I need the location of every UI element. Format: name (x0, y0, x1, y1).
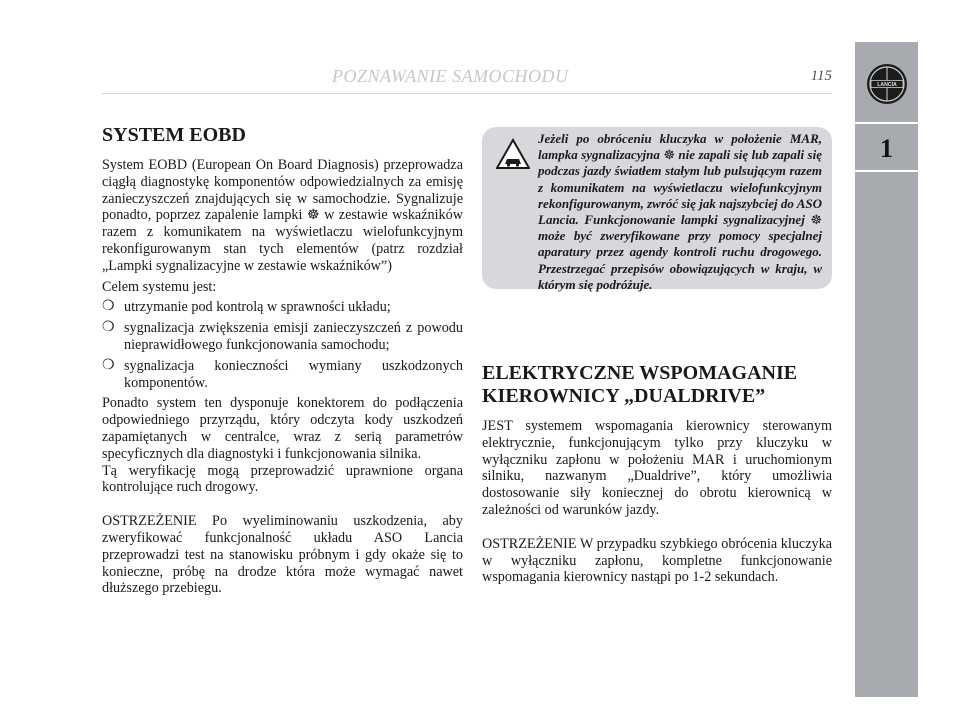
logo-text: LANCIA (877, 82, 897, 89)
bullet-icon: ❍ (102, 320, 115, 336)
engine-warning-lamp-icon: ☸ (663, 147, 675, 163)
dualdrive-warning-paragraph: OSTRZEŻENIE W przypadku szybkiego obrócenia kluczyka w wyłączniku zapłonu, kompletne funkcjonowanie wspomagania kierownicy nastąpi po 1-2 sekundach. (482, 535, 832, 586)
eobd-paragraph-1: System EOBD (European On Board Diagnosis) przeprowadza ciągłą diagnostykę komponentów odpowiedzialnych za emisję zanieczyszczeń znajdujących się w samochodzie. Sygnalizuje ponadto, poprzez zapalenie lampki ☸ w zestawie wskaźników razem z komunikatem na wyświetlaczu wielofunkcyjnym rekonfigurowanym stan tych elementów (patrz rozdział „Lampki sygnalizacyjne w zestawie wskaźników”) (102, 157, 463, 274)
warning-text: Jeżeli po obróceniu kluczyka w położenie MAR, lampka sygnalizacyjna ☸ nie zapali się lub zapali się podczas jazdy światłem stałym lub pulsującym razem z komunikatem na wyświetlaczu wielofunkcyjnym rekonfigurowanym, zwróć się jak najszybciej do ASO Lancia. Funkcjonowanie lampki sygnalizacyjnej ☸ może być zweryfikowane przy pomocy specjalnej aparatury przez agendy kontroli ruchu drogowego. Przestrzegać przepisów obowiązujących w kraju, w którym się podróżuje. (538, 131, 823, 292)
dualdrive-heading: ELEKTRYCZNE WSPOMAGANIE KIEROWNICY „DUALDRIVE” (482, 362, 798, 407)
list-item: ❍ utrzymanie pod kontrolą w sprawności układu; (102, 299, 391, 316)
section-title: POZNAWANIE SAMOCHODU (332, 66, 569, 86)
eobd-goals-list (102, 299, 463, 391)
bullet-icon: ❍ (102, 357, 115, 373)
eobd-section (102, 124, 463, 601)
list-item: ❍ sygnalizacja zwiększenia emisji zanieczyszczeń z powodu nieprawidłowego funkcjonowania samochodu; (102, 320, 463, 353)
eobd-warning-paragraph: OSTRZEŻENIE Po wyeliminowaniu uszkodzenia, aby zweryfikować funkcjonalność układu ASO Lancia przeprowadzi test na stanowisku próbnym i gdy okaże się to konieczne, próbę na drodze która może wymagać nawet dłuższego przebiegu. (102, 513, 463, 597)
dualdrive-section (482, 362, 832, 590)
chapter-number: 1 (880, 134, 893, 163)
list-item: ❍ sygnalizacja konieczności wymiany uszkodzonych komponentów. (102, 357, 463, 391)
dualdrive-paragraph-1: JEST systemem wspomagania kierownicy sterowanym elektrycznie, funkcjonującym tylko przy kluczyku w wyłączniku zapłonu w położeniu MAR i uruchomionym silniku, nazwanym „Dualdrive”, który umożliwia dostosowanie siły koniecznej do obrotu kierownicą w zależności od warunków jazdy. (482, 418, 832, 518)
page-header (102, 66, 832, 96)
bullet-icon: ❍ (102, 299, 115, 315)
page-number: 115 (810, 68, 832, 84)
engine-warning-lamp-icon: ☸ (810, 212, 822, 228)
sidebar-divider-top (855, 122, 918, 124)
lancia-logo-icon (866, 63, 908, 105)
engine-warning-lamp-icon: ☸ (306, 207, 320, 224)
eobd-paragraph-2: Celem systemu jest: (102, 278, 217, 295)
header-rule (102, 93, 832, 94)
eobd-paragraph-3: Ponadto system ten dysponuje konektorem do podłączenia odpowiedniego przyrządu, który odczyta kody uszkodzeń zapamiętanych w centralce, wraz z serią parametrów specyficznych dla diagnostyki i funkcjonowania silnika. (102, 395, 463, 462)
eobd-heading: SYSTEM EOBD (102, 124, 246, 146)
sidebar-divider-bottom (855, 170, 918, 172)
eobd-paragraph-4: Tą weryfikację mogą przeprowadzić uprawnione organa kontrolujące ruch drogowy. (102, 462, 463, 496)
